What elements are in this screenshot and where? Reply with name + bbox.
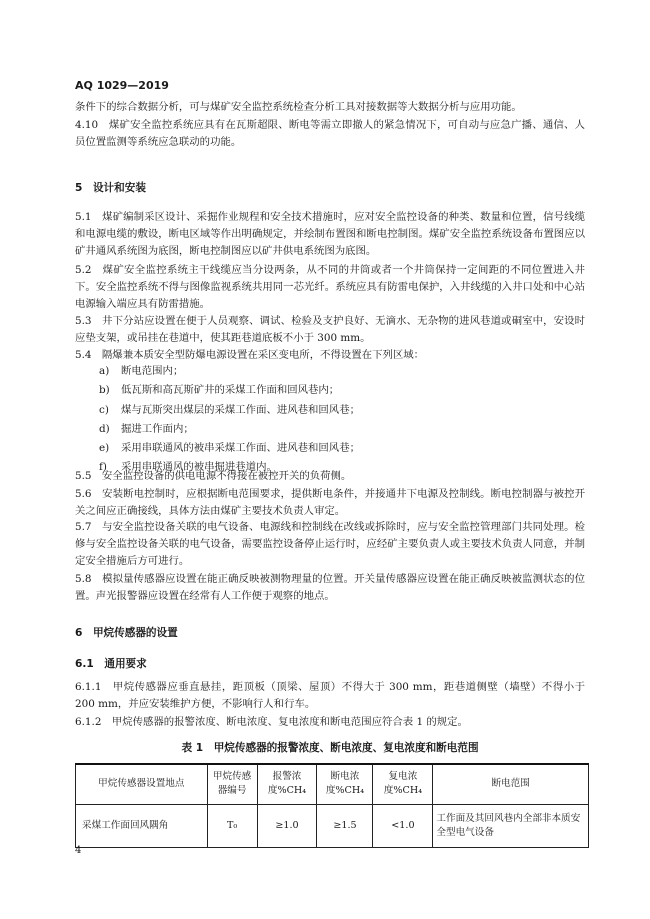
- paragraph-5-6: 5.6 安装断电控制时，应根据断电范围要求，提供断电条件，并接通井下电源及控制线。断电控制器与被控开关之间应正确接线，具体方法由煤矿主要技术负责人审定。: [75, 488, 585, 518]
- paragraph-5-4: 5.4 隔爆兼本质安全型防爆电源设置在采区变电所，不得设置在下列区域：: [75, 349, 425, 361]
- list-item: e) 采用串联通风的被串采煤工作面、进风巷和回风巷；: [99, 442, 360, 455]
- table-row: [76, 804, 589, 847]
- page-number: 4: [75, 845, 82, 856]
- cell-range: 工作面及其回风巷内全部非本质安全型电气设备: [433, 804, 589, 847]
- col-header-alarm: 报警浓度%CH₄: [257, 764, 317, 804]
- list-item: f) 采用串联通风的被串掘进巷道内。: [99, 461, 277, 474]
- list-5-4: [99, 362, 360, 478]
- list-item: b) 低瓦斯和高瓦斯矿井的采煤工作面和回风巷内；: [99, 384, 340, 397]
- list-item: d) 掘进工作面内；: [99, 422, 194, 435]
- paragraph-5-7: 5.7 与安全监控设备关联的电气设备、电源线和控制线在改线或拆除时，应与安全监控管理部门共同处理。检修与安全监控设备关联的电气设备，需要监控设备停止运行时，应经矿主要负责人或主要技术负责人同意，并制定安全措施后方可进行。: [75, 521, 585, 568]
- cell-cutoff: ≥1.5: [317, 804, 373, 847]
- col-header-restore: 复电浓度%CH₄: [373, 764, 433, 804]
- list-item: a) 断电范围内；: [99, 365, 184, 377]
- cell-alarm: ≥1.0: [257, 804, 317, 847]
- section-heading-6: 6 甲烷传感器的设置: [75, 627, 178, 639]
- paragraph-5-2: 5.2 煤矿安全监控系统主干线缆应当分设两条，从不同的井筒或者一个井筒保持一定间距的不同位置进入井下。安全监控系统不得与图像监视系统共用同一芯光纤。系统应具有防雷电保护，入井线缆的入井口处和中心站电源输入端应具有防雷措施。: [75, 264, 585, 311]
- paragraph-intro: 条件下的综合数据分析，可与煤矿安全监控系统检查分析工具对接数据等大数据分析与应用功能。: [75, 101, 522, 113]
- paragraph-4-10: 4.10 煤矿安全监控系统应具有在瓦斯超限、断电等需立即撤人的紧急情况下，可自动与应急广播、通信、人员位置监测等系统应急联动的功能。: [75, 119, 585, 149]
- col-header-range: 断电范围: [433, 764, 589, 804]
- cell-location: 采煤工作面回风隅角: [76, 804, 208, 847]
- paragraph-6-1-2: 6.1.2 甲烷传感器的报警浓度、断电浓度、复电浓度和断电范围应符合表 1 的规定。: [75, 716, 468, 728]
- table-caption: 表 1 甲烷传感器的报警浓度、断电浓度、复电浓度和断电范围: [181, 742, 479, 754]
- col-header-code: 甲烷传感器编号: [207, 764, 257, 804]
- paragraph-5-1: 5.1 煤矿编制采区设计、采掘作业规程和安全技术措施时，应对安全监控设备的种类、数量和位置，信号线缆和电源电缆的敷设，断电区域等作出明确规定，并绘制布置图和断电控制图。煤矿安全监控系统设备布置图应以矿井通风系统图为底图，断电控制图应以矿井供电系统图为底图。: [75, 211, 585, 258]
- table-header-row: [76, 764, 589, 804]
- paragraph-6-1-1: 6.1.1 甲烷传感器应垂直悬挂，距顶板（顶梁、屋顶）不得大于 300 mm，距巷道侧壁（墙壁）不得小于 200 mm，并应安装维护方便，不影响行人和行车。: [75, 681, 585, 711]
- section-heading-5: 5 设计和安装: [75, 182, 146, 194]
- paragraph-5-3: 5.3 井下分站应设置在便于人员观察、调试、检验及支护良好、无滴水、无杂物的进风巷道或硐室中，安设时应垫支架，或吊挂在巷道中，使其距巷道底板不小于 300 mm。: [75, 315, 585, 345]
- paragraph-5-5: 5.5 安全监控设备的供电电源不得接在被控开关的负荷侧。: [75, 470, 352, 482]
- standard-code: AQ 1029—2019: [75, 79, 169, 92]
- col-header-cutoff: 断电浓度%CH₄: [317, 764, 373, 804]
- cell-restore: <1.0: [373, 804, 433, 847]
- methane-sensor-table: [75, 763, 589, 848]
- subsection-heading-6-1: 6.1 通用要求: [75, 658, 147, 670]
- cell-code: T₀: [207, 804, 257, 847]
- col-header-location: 甲烷传感器设置地点: [76, 764, 208, 804]
- list-item: c) 煤与瓦斯突出煤层的采煤工作面、进风巷和回风巷；: [99, 403, 360, 416]
- paragraph-5-8: 5.8 模拟量传感器应设置在能正确反映被测物理量的位置。开关量传感器应设置在能正确反映被监测状态的位置。声光报警器应设置在经常有人工作便于观察的地点。: [75, 573, 585, 603]
